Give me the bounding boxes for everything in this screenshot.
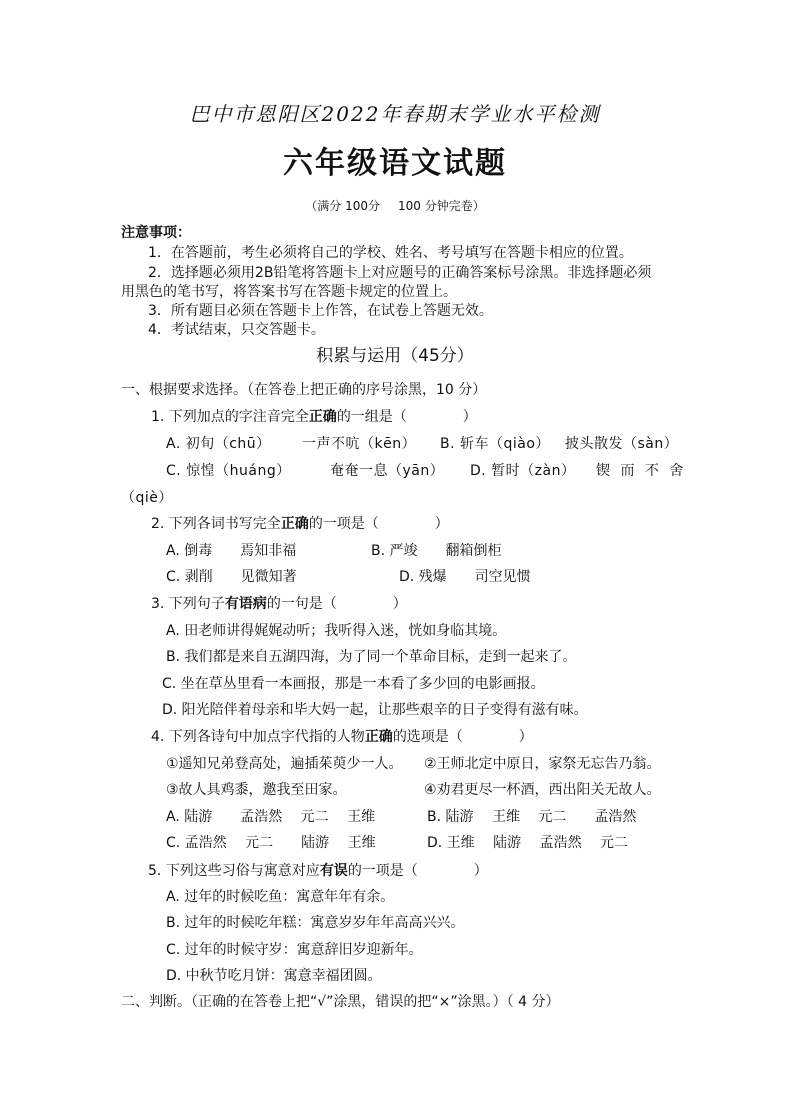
notice-heading: 注意事项： — [121, 225, 191, 241]
option-a: A. 田老师讲得娓娓动听；我听得入迷，恍如身临其境。 — [166, 623, 507, 639]
option-b: B. 我们都是来自五湖四海，为了同一个革命目标，走到一起来了。 — [166, 649, 577, 665]
section-title: 积累与运用（45分） — [316, 346, 474, 366]
option-d: D. 阳光陪伴着母亲和毕大妈一起，让那些艰辛的日子变得有滋有味。 — [162, 702, 588, 718]
option-c: C. 剥削 见微知著 — [166, 569, 297, 585]
option-c: C. 坐在草丛里看一本画报，那是一本看了多少回的电影画报。 — [162, 676, 545, 692]
notice-item: 1．在答题前，考生必须将自己的学校、姓名、考号填写在答题卡相应的位置。 — [148, 245, 633, 261]
part1-heading: 一、根据要求选择。（在答卷上把正确的序号涂黑，10 分） — [121, 382, 487, 398]
question-5-stem: 5. 下列这些习俗与寓意对应有误的一项是（ ） — [148, 863, 488, 879]
option-d-word2-cont: （qiè） — [121, 490, 173, 506]
option-a: A. 过年的时候吃鱼：寓意年年有余。 — [166, 889, 395, 905]
option-a: A. 陆游 孟浩然 元二 王维 — [166, 809, 376, 825]
option-b: B. 斩车（qiào） — [440, 436, 550, 452]
question-4-stem: 4. 下列各诗句中加点字代指的人物正确的选项是（ ） — [151, 729, 533, 745]
option-a: A. 初旬（chū） — [166, 436, 271, 452]
question-3-stem: 3. 下列句子有语病的一句是（ ） — [151, 596, 407, 612]
option-c: C. 过年的时候守岁：寓意辞旧岁迎新年。 — [166, 942, 423, 958]
full-score: （满分 100分 — [305, 199, 380, 213]
option-b-word2: 披头散发（sàn） — [565, 436, 679, 452]
poem-line: ③故人具鸡黍，邀我至田家。 — [166, 782, 347, 798]
poem-line: ④劝君更尽一杯酒，西出阳关无故人。 — [424, 782, 661, 798]
poem-line: ①遥知兄弟登高处，遍插茱萸少一人。 — [166, 756, 403, 772]
option-b: B. 过年的时候吃年糕：寓意岁岁年年高高兴兴。 — [166, 915, 465, 931]
exam-time: 100 分钟完卷） — [398, 199, 485, 213]
option-c: C. 孟浩然 元二 陆游 王维 — [166, 835, 376, 851]
option-d: D. 残爆 司空见惯 — [399, 569, 531, 585]
option-d: D. 王维 陆游 孟浩然 元二 — [427, 835, 629, 851]
question-1-stem: 1. 下列加点的字注音完全正确的一组是（ ） — [151, 409, 477, 425]
notice-item: 4．考试结束，只交答题卡。 — [148, 322, 325, 338]
option-b: B. 严竣 翻箱倒柜 — [371, 543, 502, 559]
exam-subtitle — [0, 197, 790, 214]
question-2-stem: 2. 下列各词书写完全正确的一项是（ ） — [151, 516, 449, 532]
option-a: A. 倒毒 焉知非福 — [166, 543, 297, 559]
exam-header: 巴中市恩阳区2022年春期末学业水平检测 — [189, 102, 601, 126]
option-d: D. 中秋节吃月饼：寓意幸福团圆。 — [166, 968, 382, 984]
option-c: C. 惊惶（huáng） — [166, 463, 291, 479]
exam-title: 六年级语文试题 — [283, 146, 507, 181]
option-d-word2: 锲 而 不 舍 — [596, 463, 687, 479]
option-d: D. 暂时（zàn） — [470, 463, 576, 479]
part2-heading: 二、判断。（正确的在答卷上把“√”涂黑，错误的把“×”涂黑。）（ 4 分） — [121, 994, 560, 1010]
notice-item: 用黑色的笔书写，将答案书写在答题卡规定的位置上。 — [121, 284, 457, 300]
option-a-word2: 一声不吭（kēn） — [302, 436, 417, 452]
option-c-word2: 奄奄一息（yān） — [330, 463, 445, 479]
poem-line: ②王师北定中原日，家祭无忘告乃翁。 — [424, 756, 661, 772]
notice-item: 3．所有题目必须在答题卡上作答，在试卷上答题无效。 — [148, 303, 493, 319]
option-b: B. 陆游 王维 元二 孟浩然 — [427, 809, 637, 825]
notice-item: 2．选择题必须用2B铅笔将答题卡上对应题号的正确答案标号涂黑。非选择题必须 — [148, 265, 652, 281]
